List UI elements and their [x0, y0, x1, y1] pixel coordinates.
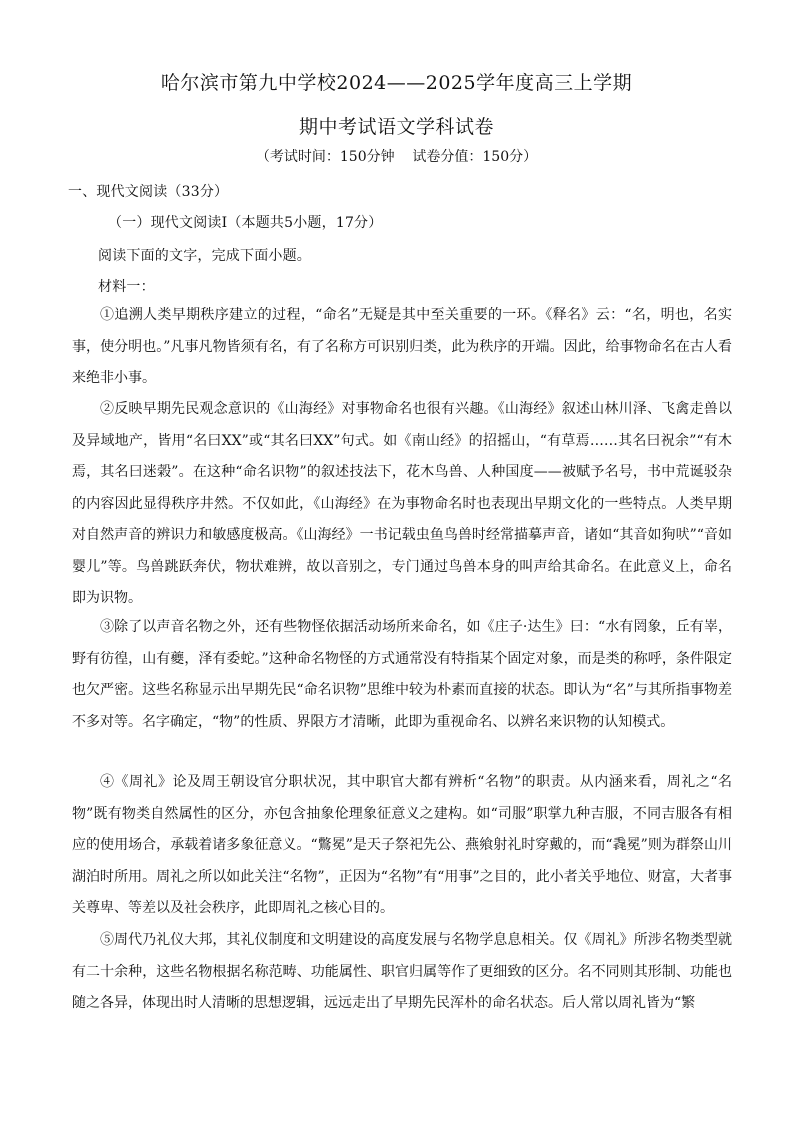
section-heading: 一、现代文阅读（33分） [68, 184, 229, 200]
exam-subtitle: 期中考试语文学科试卷 [298, 116, 494, 138]
reading-instruction: 阅读下面的文字，完成下面小题。 [98, 248, 311, 264]
paragraph-1: ①追溯人类早期秩序建立的过程，“命名”无疑是其中至关重要的一环。《释名》云：“名，明也，名实事，使分明也。”凡事凡物皆须有名，有了名称方可识别归类，此为秩序的开端。因此，给事物命名在古人看来绝非小事。 [72, 307, 732, 386]
exam-info: （考试时间：150分钟 试卷分值：150分） [255, 149, 538, 165]
material-label: 材料一： [98, 279, 155, 295]
paragraph-5: ⑤周代乃礼仪大邦，其礼仪制度和文明建设的高度发展与名物学息息相关。仅《周礼》所涉名物类型就有二十余种，这些名物根据名称范畴、功能属性、职官归属等作了更细致的区分。名不同则其形制、功能也随之各异，体现出时人清晰的思想逻辑，远远走出了早期先民浑朴的命名状态。后人常以周礼皆为“繁 [72, 932, 732, 1011]
paragraph-3: ③除了以声音名物之外，还有些物怪依据活动场所来命名，如《庄子·达生》曰：“水有罔象，丘有峷，野有彷徨，山有夔，泽有委蛇。”这种命名物怪的方式通常没有特指某个固定对象，而是类的称呼，条件限定也欠严密。这些名称显示出早期先民“命名识物”思维中较为朴素而直接的状态。即认为“名”与其所指事物差不多对等。名字确定，“物”的性质、界限方才清晰，此即为重视命名、以辨名来识物的认知模式。 [72, 619, 732, 730]
paragraph-4: ④《周礼》论及周王朝设官分职状况，其中职官大都有辨析“名物”的职责。从内涵来看，周礼之“名物”既有物类自然属性的区分，亦包含抽象伦理象征意义之建构。如“司服”职掌九种吉服，不同吉服各有相应的使用场合，承载着诸多象征意义。“鷩冕”是天子祭祀先公、燕飨射礼时穿戴的，而“毳冕”则为群祭山川湖泊时所用。周礼之所以如此关注“名物”，正因为“名物”有“用事”之目的，此小者关乎地位、财富，大者事关尊卑、等差以及社会秩序，此即周礼之核心目的。 [72, 774, 732, 916]
exam-title: 哈尔滨市第九中学校2024——2025学年度高三上学期 [160, 72, 633, 94]
subsection-heading: （一）现代文阅读Ⅰ（本题共5小题，17分） [108, 215, 383, 231]
paragraph-2: ②反映早期先民观念意识的《山海经》对事物命名也很有兴趣。《山海经》叙述山林川泽、飞禽走兽以及异域地产，皆用“名曰XX”或“其名曰XX”句式。如《南山经》的招摇山，“有草焉……其名曰祝余”“有木焉，其名曰迷榖”。在这种“命名识物”的叙述技法下，花木鸟兽、人种国度——被赋予名号，书中荒诞驳杂的内容因此显得秩序井然。不仅如此，《山海经》在为事物命名时也表现出早期文化的一些特点。人类早期对自然声音的辨识力和敏感度极高。《山海经》一书记载虫鱼鸟兽时经常描摹声音，诸如“其音如狗吠”“音如婴儿”等。鸟兽跳跃奔伏，物状难辨，故以音别之，专门通过鸟兽本身的叫声给其命名。在此意义上，命名即为识物。 [72, 401, 732, 606]
